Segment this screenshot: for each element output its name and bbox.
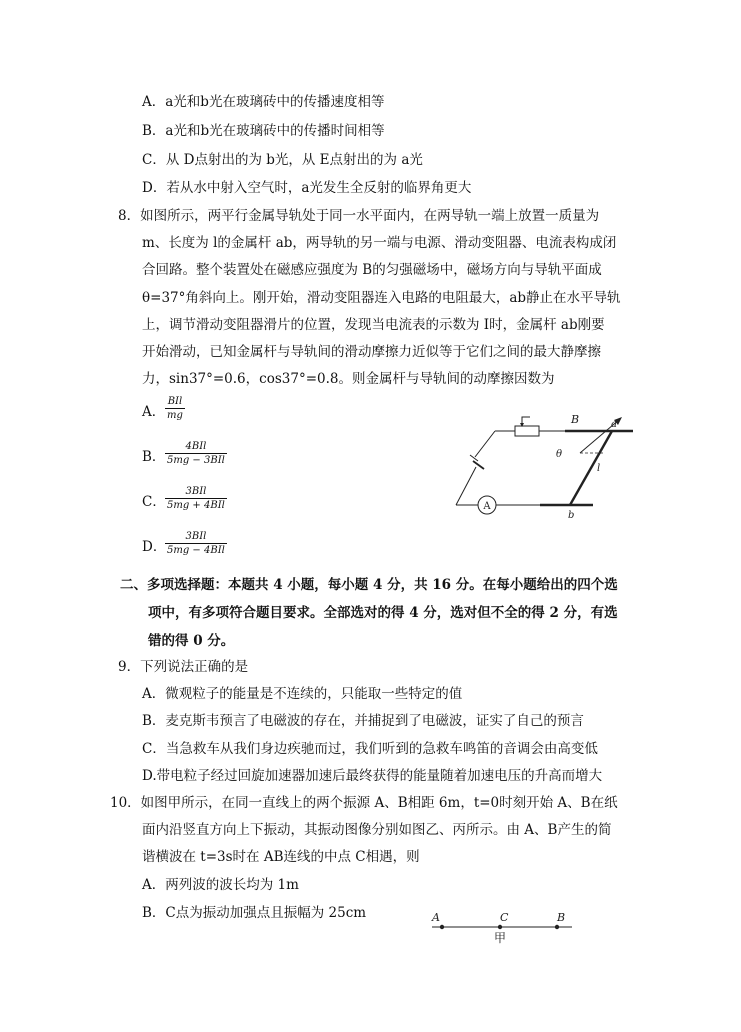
q8-stem-line-4: θ=37°角斜向上。刚开始，滑动变阻器连入电路的电阻最大，ab静止在水平导轨 [142, 290, 621, 306]
left-wire-upper [475, 431, 495, 457]
q8-stem-line-1: 8．如图所示，两平行金属导轨处于同一水平面内，在两导轨一端上放置一质量为 [118, 208, 600, 224]
q8-option-d-denominator: 5mg − 4BIl [167, 545, 225, 556]
rod-end-b-label: b [568, 510, 575, 521]
q9-option-b: B．麦克斯韦预言了电磁波的存在，并捕捉到了电磁波，证实了自己的预言 [142, 713, 584, 729]
q10-stem-line-3: 谐横波在 t=3s时在 AB连线的中点 C相遇，则 [142, 849, 420, 865]
left-wire-lower [456, 467, 476, 505]
q9-option-d: D.带电粒子经过回旋加速器加速后最终获得的能量随着加速电压的升高而增大 [142, 768, 603, 784]
battery-plate-2 [473, 461, 484, 469]
q8-stem-line-6: 开始滑动，已知金属杆与导轨间的滑动摩擦力近似等于它们之间的最大静摩擦 [142, 344, 601, 360]
section2-heading-line-1: 二、多项选择题：本题共 4 小题，每小题 4 分，共 16 分。在每小题给出的四个选 [120, 577, 618, 593]
q8-option-b-fraction [165, 441, 227, 467]
q8-option-c-label: C． [142, 494, 166, 510]
section2-heading-line-3: 错的得 0 分。 [148, 633, 235, 649]
q8-option-a-fraction [165, 396, 185, 422]
rod-length-label: l [597, 463, 601, 474]
q9-option-c: C．当急救车从我们身边疾驰而过，我们听到的急救车鸣笛的音调会由高变低 [142, 741, 598, 757]
q9-stem: 9．下列说法正确的是 [118, 659, 249, 675]
q8-stem-line-3: 合回路。整个装置处在磁感应强度为 B的匀强磁场中，磁场方向与导轨平面成 [142, 262, 602, 278]
q10-option-b: B．C点为振动加强点且振幅为 25cm [142, 905, 367, 921]
prev-option-a: A．a光和b光在玻璃砖中的传播速度相等 [142, 94, 385, 110]
q8-option-b-numerator: 4BIl [185, 441, 207, 452]
q8-option-a-denominator: mg [167, 410, 183, 421]
q10-option-a: A．两列波的波长均为 1m [142, 877, 299, 893]
rheostat [515, 426, 539, 436]
q8-stem-line-5: 上，调节滑动变阻器滑片的位置，发现当电流表的示数为 I时，金属杆 ab刚要 [142, 317, 605, 333]
q8-stem-line-7: 力，sin37°=0.6，cos37°=0.8。则金属杆与导轨间的动摩擦因数为 [142, 371, 555, 387]
q8-option-c-denominator: 5mg + 4BIl [167, 500, 225, 511]
q8-option-b-denominator: 5mg − 3BIl [167, 455, 225, 466]
battery-plate-1 [470, 455, 478, 461]
label-b: B [557, 911, 566, 924]
rod-end-a-label: a [611, 419, 617, 430]
q8-option-d-label: D． [142, 539, 167, 555]
prev-option-c: C．从 D点射出的为 b光，从 E点射出的为 a光 [142, 152, 423, 168]
q8-option-d-numerator: 3BIl [185, 531, 207, 542]
q9-option-a: A．微观粒子的能量是不连续的，只能取一些特定的值 [142, 686, 463, 702]
field-label-b: B [571, 413, 580, 426]
rheostat-slider [522, 417, 530, 426]
ammeter-label: A [483, 501, 491, 512]
prev-option-d: D．若从水中射入空气时，a光发生全反射的临界角更大 [142, 180, 472, 196]
section2-heading-line-2: 项中，有多项符合题目要求。全部选对的得 4 分，选对但不全的得 2 分，有选 [148, 605, 618, 621]
q8-stem-line-2: m、长度为 l的金属杆 ab，两导轨的另一端与电源、滑动变阻器、电流表构成闭 [142, 235, 617, 251]
q8-circuit-diagram [440, 405, 650, 525]
q8-option-d-fraction [165, 531, 227, 557]
q8-option-c-numerator: 3BIl [185, 486, 207, 497]
q8-option-c-fraction [165, 486, 227, 512]
source-a-dot [440, 925, 444, 929]
label-a: A [432, 911, 440, 924]
q10-stem-line-2: 面内沿竖直方向上下振动，其振动图像分别如图乙、丙所示。由 A、B产生的简 [142, 822, 612, 838]
prev-option-b: B．a光和b光在玻璃砖中的传播时间相等 [142, 123, 385, 139]
q8-option-b-label: B． [142, 449, 166, 465]
metal-rod-ab [570, 431, 612, 505]
midpoint-c-dot [498, 925, 502, 929]
q10-stem-line-1: 10．如图甲所示，在同一直线上的两个振源 A、B相距 6m，t=0时刻开始 A、B在纸 [110, 795, 618, 811]
figure-caption: 甲 [494, 931, 507, 945]
angle-theta-label: θ [556, 449, 563, 460]
label-c: C [500, 911, 509, 924]
q8-option-a-numerator: BIl [167, 396, 183, 407]
q10-figure-jia [420, 905, 590, 953]
q8-option-a-label: A． [142, 404, 166, 420]
source-b-dot [555, 925, 559, 929]
